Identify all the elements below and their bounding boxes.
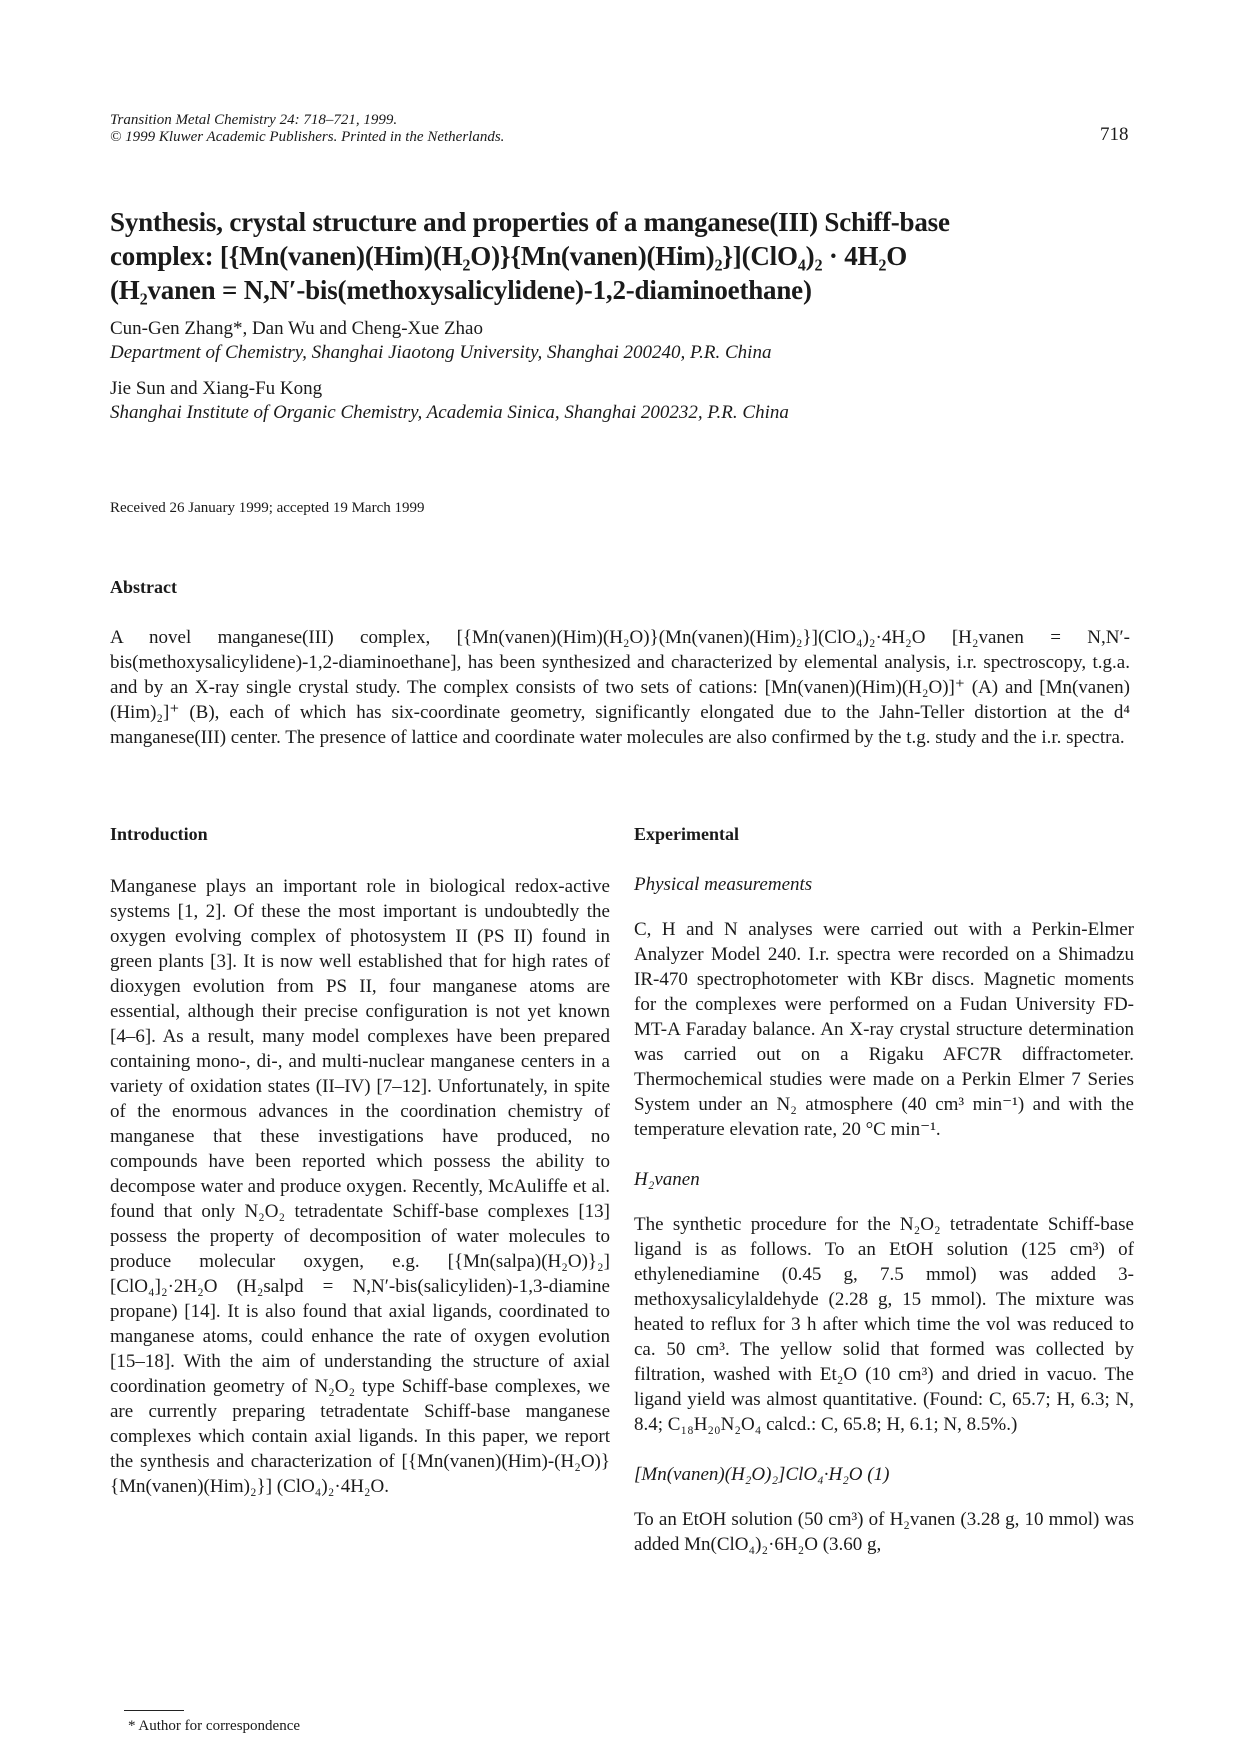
h2vanen-text: The synthetic procedure for the N₂O₂ tetradentate Schiff-base ligand is as follows. To an EtOH solution (125 cm³) of ethylenediamine (0.45 g, 7.5 mmol) was added 3-methoxysalicylaldehyde (2.28 g, 15 mmol). The mixture was heated to reflux for 3 h after which time the vol was reduced to ca. 50 cm³. The yellow solid that formed was collected by filtration, washed with Et₂O (10 cm³) and dried in vacuo. The ligand yield was almost quantitative. (Found: C, 65.7; H, 6.3; N, 8.4; C₁₈H₂₀N₂O₄ calcd.: C, 65.8; H, 6.1; N, 8.5%.)	[634, 1214, 1134, 1435]
author-affiliation-2: Shanghai Institute of Organic Chemistry, Academia Sinica, Shanghai 200232, P.R. China	[110, 402, 789, 423]
page-number: 718	[1100, 124, 1129, 145]
experimental-heading: Experimental	[634, 824, 739, 844]
h2vanen-heading: H₂vanen	[634, 1169, 700, 1190]
physical-measurements-text: C, H and N analyses were carried out with a Perkin-Elmer Analyzer Model 240. I.r. spectra were recorded on a Shimadzu IR-470 spectrophotometer with KBr discs. Magnetic moments for the complexes were performed on a Fudan University FD-MT-A Faraday balance. An X-ray crystal structure determination was carried out on a Rigaku AFC7R diffractometer. Thermochemical studies were made on a Perkin Elmer 7 Series System under an N₂ atmosphere (40 cm³ min⁻¹) and with the temperature elevation rate, 20 °C min⁻¹.	[634, 919, 1134, 1140]
journal-citation	[110, 112, 504, 146]
footnote-rule	[124, 1710, 184, 1711]
title-line-2: complex: [{Mn(vanen)(Him)(H₂O)}{Mn(vanen)(Him)₂}](ClO₄)₂ · 4H₂O	[110, 241, 908, 271]
complex-1-text: To an EtOH solution (50 cm³) of H₂vanen (3.28 g, 10 mmol) was added Mn(ClO₄)₂·6H₂O (3.60 g,	[634, 1509, 1134, 1555]
author-affiliation-1: Department of Chemistry, Shanghai Jiaotong University, Shanghai 200240, P.R. China	[110, 342, 772, 363]
title-line-3: (H₂vanen = N,N′-bis(methoxysalicylidene)-1,2-diaminoethane)	[110, 275, 812, 305]
introduction-heading: Introduction	[110, 824, 208, 844]
author-names-2: Jie Sun and Xiang-Fu Kong	[110, 378, 323, 399]
abstract-heading: Abstract	[110, 577, 177, 597]
journal-line-2: © 1999 Kluwer Academic Publishers. Printed in the Netherlands.	[110, 129, 505, 145]
author-names-1: Cun-Gen Zhang*, Dan Wu and Cheng-Xue Zhao	[110, 318, 483, 339]
received-dates: Received 26 January 1999; accepted 19 March 1999	[110, 500, 425, 516]
abstract-text: A novel manganese(III) complex, [{Mn(vanen)(Him)(H₂O)}(Mn(vanen)(Him)₂}](ClO₄)₂·4H₂O [H₂vanen = N,N′-bis(methoxysalicylidene)-1,2-diaminoethane], has been synthesized and characterized by elemental analysis, i.r. spectroscopy, t.g.a. and by an X-ray single crystal study. The complex consists of two sets of cations: [Mn(vanen)(Him)(H₂O)]⁺ (A) and [Mn(vanen)(Him)₂]⁺ (B), each of which has six-coordinate geometry, significantly elongated due to the Jahn-Teller distortion at the d⁴ manganese(III) center. The presence of lattice and coordinate water molecules are also confirmed by the t.g. study and the i.r. spectra.	[110, 627, 1130, 748]
introduction-section	[110, 822, 610, 1499]
article-title	[110, 205, 1130, 307]
journal-line-1: Transition Metal Chemistry 24: 718–721, 1999.	[110, 112, 398, 128]
experimental-section	[634, 822, 1134, 1557]
physical-measurements-heading: Physical measurements	[634, 874, 813, 895]
title-line-1: Synthesis, crystal structure and properties of a manganese(III) Schiff-base	[110, 207, 950, 237]
introduction-text: Manganese plays an important role in biological redox-active systems [1, 2]. Of these the most important is undoubtedly the oxygen evolving complex of photosystem II (PS II) found in green plants [3]. It is now well established that for high rates of dioxygen evolution from PS II, four manganese atoms are essential, although their precise configuration is not yet known [4–6]. As a result, many model complexes have been prepared containing mono-, di-, and multi-nuclear manganese centers in a variety of oxidation states (II–IV) [7–12]. Unfortunately, in spite of the enormous advances in the coordination chemistry of manganese that these investigations have produced, no compounds have been reported which possess the ability to decompose water and produce oxygen. Recently, McAuliffe et al. found that only N₂O₂ tetradentate Schiff-base complexes [13] possess the property of decomposition of water molecules to produce molecular oxygen, e.g. [{Mn(salpa)(H₂O)}₂][ClO₄]₂·2H₂O (H₂salpd = N,N′-bis(salicyliden)-1,3-diamine propane) [14]. It is also found that axial ligands, coordinated to manganese atoms, could enhance the rate of oxygen evolution [15–18]. With the aim of understanding the structure of axial coordination geometry of N₂O₂ type Schiff-base complexes, we are currently preparing tetradentate Schiff-base manganese complexes which contain axial ligands. In this paper, we report the synthesis and characterization of [{Mn(vanen)(Him)-(H₂O)}{Mn(vanen)(Him)₂}] (ClO₄)₂·4H₂O.	[110, 876, 610, 1497]
complex-1-heading: [Mn(vanen)(H₂O)₂]ClO₄·H₂O (1)	[634, 1464, 890, 1485]
footnote: * Author for correspondence	[128, 1718, 301, 1734]
